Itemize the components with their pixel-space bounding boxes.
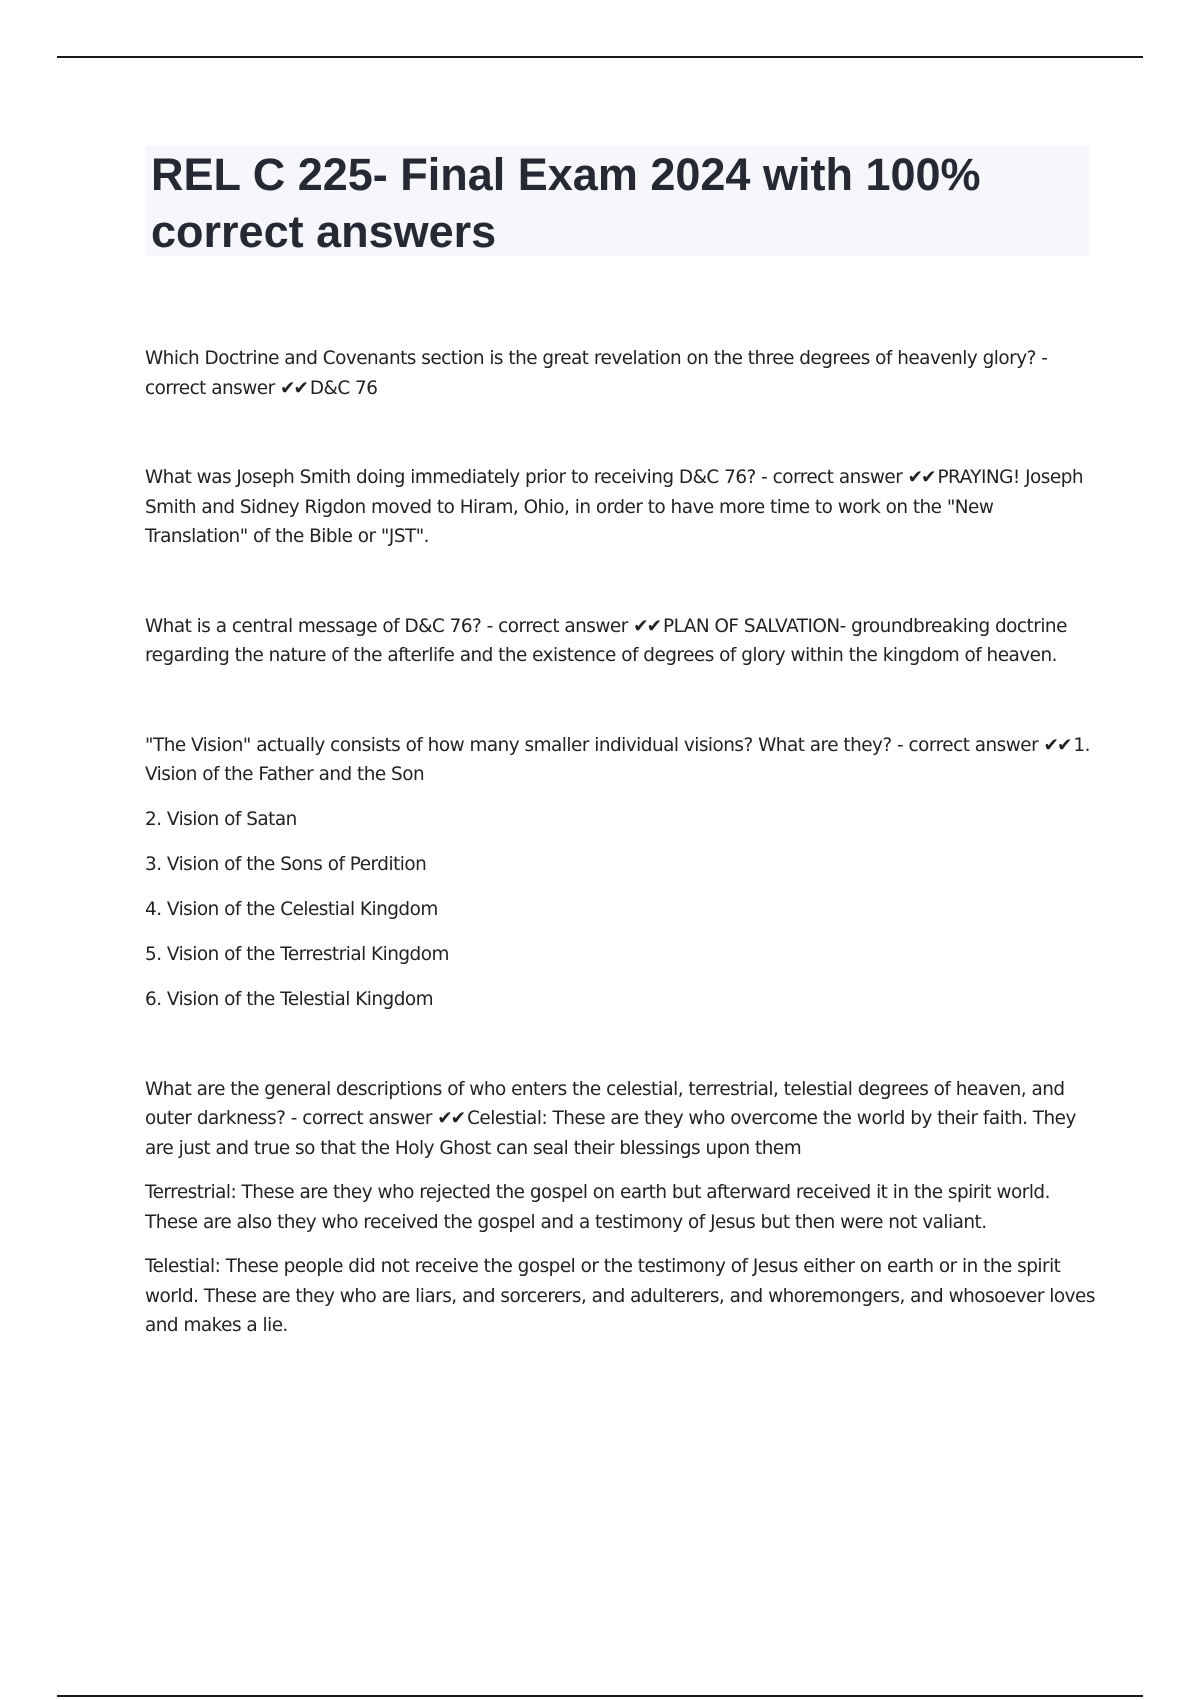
answer-text: 1. Vision of the Father and the Son bbox=[145, 734, 1090, 785]
qa-item bbox=[145, 1075, 1095, 1341]
answer-paragraph: Telestial: These people did not receive the gospel or the testimony of Jesus either on earth or in the spirit world. These are they who are liars, and sorcerers, and adulterers, and whoremongers, and whosoever loves and makes a lie. bbox=[145, 1256, 1095, 1336]
question-text: What are the general descriptions of who enters the celestial, terrestrial, telestial degrees of heaven, and outer darkness? - correct answer bbox=[145, 1078, 1065, 1129]
vision-list-item: 3. Vision of the Sons of Perdition bbox=[145, 854, 427, 875]
question-text: What was Joseph Smith doing immediately prior to receiving D&C 76? - correct answer bbox=[145, 467, 903, 488]
vision-list-item: 2. Vision of Satan bbox=[145, 809, 297, 830]
answer-text: PRAYING! Joseph Smith and Sidney Rigdon moved to Hiram, Ohio, in order to have more time to work on the "New Translation" of the Bible or "JST". bbox=[145, 467, 1084, 547]
answer-text: Celestial: These are they who overcome the world by their faith. They are just and true so that the Holy Ghost can seal their blessings upon them bbox=[145, 1108, 1076, 1159]
checkmark-icon: ✔✔ bbox=[633, 615, 660, 637]
qa-paragraph bbox=[145, 344, 1095, 403]
answer-text: PLAN OF SALVATION- groundbreaking doctrine regarding the nature of the afterlife and the existence of degrees of glory within the kingdom of heaven. bbox=[145, 615, 1067, 666]
question-text: "The Vision" actually consists of how many smaller individual visions? What are they? - correct answer bbox=[145, 734, 1039, 756]
page-title: REL C 225- Final Exam 2024 with 100% correct answers bbox=[151, 149, 981, 257]
qa-item bbox=[145, 463, 1095, 552]
vision-list-item: 6. Vision of the Telestial Kingdom bbox=[145, 989, 434, 1010]
qa-paragraph bbox=[145, 612, 1095, 671]
footer-rule bbox=[57, 1695, 1143, 1697]
checkmark-icon: ✔✔ bbox=[437, 1108, 465, 1129]
document-body bbox=[145, 344, 1095, 1401]
qa-item bbox=[145, 612, 1095, 671]
header-rule bbox=[57, 56, 1143, 58]
vision-list-item: 4. Vision of the Celestial Kingdom bbox=[145, 899, 438, 920]
qa-item bbox=[145, 344, 1095, 403]
answer-text: D&C 76 bbox=[309, 377, 378, 399]
answer-paragraph: Terrestrial: These are they who rejected the gospel on earth but afterward received it in the spirit world. These are also they who received the gospel and a testimony of Jesus but then were not valiant. bbox=[145, 1182, 1050, 1233]
checkmark-icon: ✔✔ bbox=[907, 467, 935, 488]
qa-paragraph bbox=[145, 1075, 1095, 1164]
question-text: What is a central message of D&C 76? - correct answer bbox=[145, 615, 628, 637]
checkmark-icon: ✔✔ bbox=[280, 377, 307, 399]
qa-paragraph bbox=[145, 731, 1095, 790]
title-banner bbox=[145, 146, 1089, 256]
qa-paragraph bbox=[145, 463, 1095, 552]
checkmark-icon: ✔✔ bbox=[1043, 734, 1071, 756]
qa-item bbox=[145, 731, 1095, 1015]
question-text: Which Doctrine and Covenants section is the great revelation on the three degrees of heavenly glory? - correct answer bbox=[145, 348, 1048, 399]
vision-list-item: 5. Vision of the Terrestrial Kingdom bbox=[145, 944, 449, 965]
